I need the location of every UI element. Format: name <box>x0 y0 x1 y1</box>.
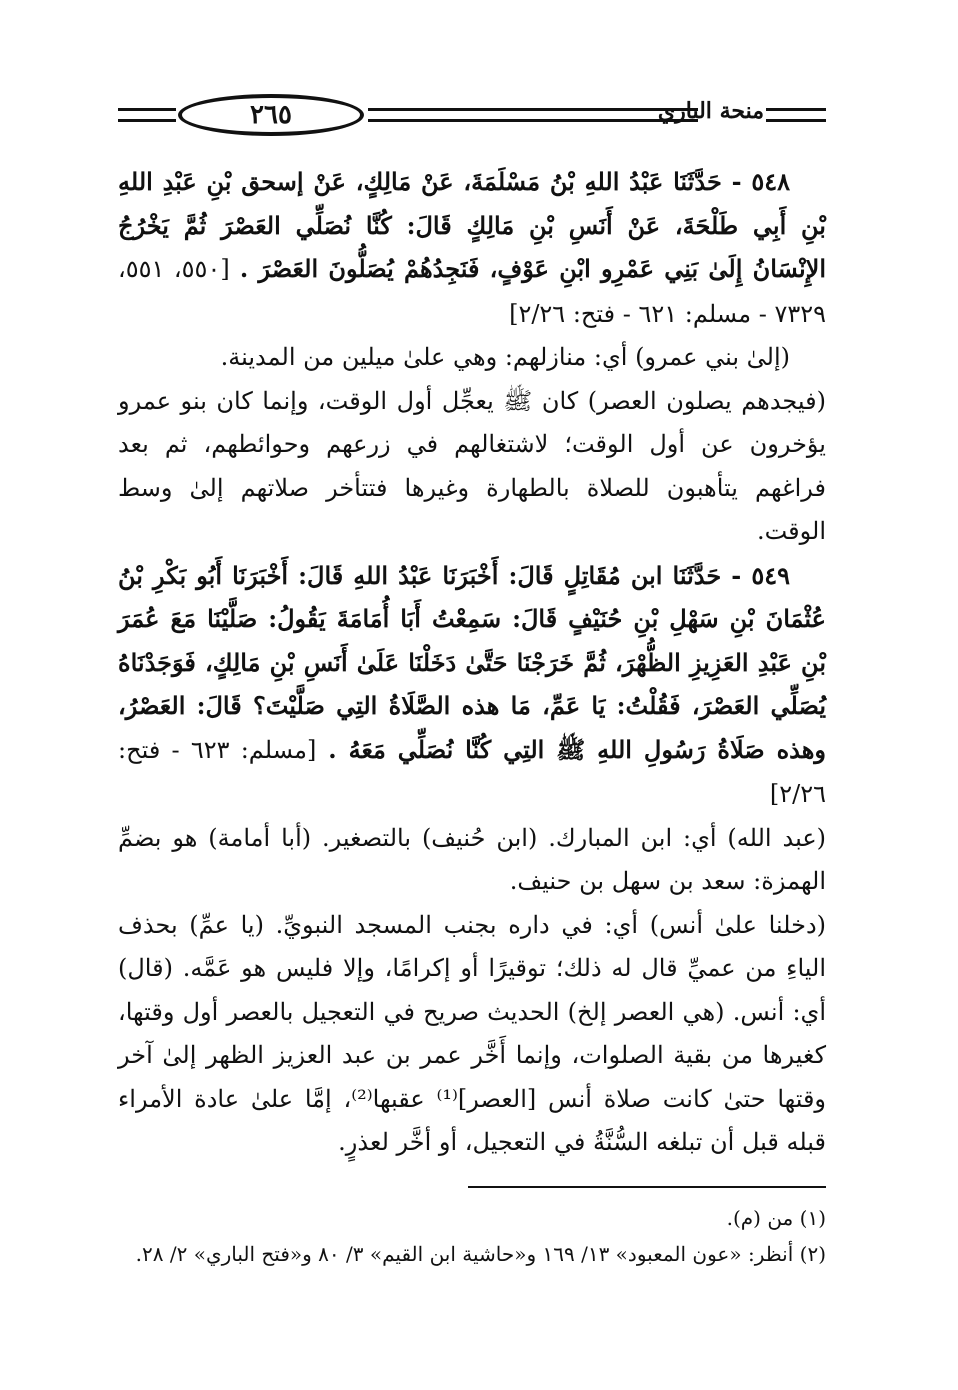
footnote-2: (٢) أنظر: «عون المعبود» ١٣/ ١٦٩ و«حاشية ابن القيم» ٣/ ٨٠ و«فتح الباري» ٢/ ٢٨. <box>135 1242 826 1266</box>
hadith-549-text: ٥٤٩ - حَدَّثَنَا ابن مُقَاتِلٍ قَالَ: أَخْبَرَنَا عَبْدُ اللهِ قَالَ: أَخْبَرَنَا أَبُو بَكْرِ بْنُ عُثْمَانَ بْنِ سَهْلِ بْنِ حُنَيْفٍ قَالَ: سَمِعْتُ أَبَا أُمَامَةَ يَقُولُ: صَلَّيْنَا مَعَ عُمَرَ بْنِ عَبْدِ العَزِيزِ الظُّهْرَ، ثُمَّ خَرَجْنَا حَتَّىٰ دَخَلْنَا عَلَىٰ أَنَسِ بْنِ مَالِكٍ، فَوَجَدْنَاهُ يُصَلِّي العَصْرَ، فَقُلْتُ: يَا عَمِّ، مَا هذه الصَّلَاةُ التِي صَلَّيْتَ؟ قَالَ: العَصْرُ، وهذه صَلَاةُ رَسُولِ اللهِ ﷺ التِي كُنَّا نُصَلِّي مَعَهُ . <box>118 560 826 764</box>
hadith-548-reference: [٥٥٠، ٥٥١، ٧٣٢٩ - مسلم: ٦٢١ - فتح: ٢/٢٦] <box>118 255 826 328</box>
header-rule-middle <box>368 108 698 122</box>
header-rule-left <box>118 108 176 122</box>
book-title: منحة الباري <box>657 98 764 124</box>
hadith-549 <box>118 554 826 817</box>
commentary-548-paragraph: (إلىٰ بني عمرو) أي: منازلهم: وهي علىٰ ميلين من المدينة. <box>220 343 790 371</box>
hadith-548-text: ٥٤٨ - حَدَّثَنَا عَبْدُ اللهِ بْنُ مَسْلَمَةَ، عَنْ مَالِكٍ، عَنْ إسحق بْنِ عَبْدِ اللهِ بْنِ أَبِي طَلْحَةَ، عَنْ أَنَسِ بْنِ مَالِكٍ قَالَ: كُنَّا نُصَلِّي العَصْرَ ثُمَّ يَخْرُجُ الإِنْسَانُ إِلَىٰ بَنِي عَمْرِو ابْنِ عَوْفٍ، فَنَجِدُهُمْ يُصَلُّونَ العَصْرَ . <box>118 167 826 283</box>
commentary-548-paragraph: (فيجدهم يصلون العصر) كان ﷺ يعجِّل أول الوقت، وإنما كان بنو عمرو يؤخرون عن أول الوقت؛ لاشتغالهم في زرعهم وحوائطهم، ثم بعد فراغهم يتأهبون للصلاة بالطهارة وغيرها فتتأخر صلاتهم إلىٰ وسط الوقت. <box>118 386 826 545</box>
footnote-1: (١) من (م). <box>726 1206 826 1230</box>
footnote-separator <box>468 1186 826 1188</box>
commentary-549-paragraph: (عبد الله) أي: ابن المبارك. (ابن حُنيف) بالتصغير. (أبا أمامة) هو بضمِّ الهمزة: سعد بن سهل بن حنيف. <box>118 823 826 895</box>
hadith-548 <box>118 160 826 336</box>
header-rule-right <box>766 108 826 122</box>
hadith-549-reference: [مسلم: ٦٢٣ - فتح: ٢/٢٦] <box>118 735 826 808</box>
page-number: ٢٦٥ <box>178 94 364 136</box>
main-text <box>118 160 826 1165</box>
page-header <box>118 92 826 142</box>
footnotes <box>110 1200 826 1272</box>
commentary-549-paragraph: (دخلنا علىٰ أنس) أي: في داره بجنب المسجد النبويِّ. (يا عمِّ) بحذف الياءِ من عميِّ قال له ذلك؛ توقيرًا أو إكرامًا، وإلا فليس هو عَمَّه. (قال) أي: أنس. (هي العصر إلخ) الحديث صريح في التعجيل بالعصر أول وقتها، كغيرها من بقية الصلوات، وإنما أَخَّر عمر بن عبد العزيز الظهر إلىٰ آخر وقتها حتىٰ كانت صلاة أنس [العصر]⁽¹⁾ عقبها⁽²⁾، إمَّا علىٰ عادة الأمراء قبله قبل أن تبلغه السُّنَّةُ في التعجيل، أو أخَّر لعذرٍ. <box>118 910 827 1156</box>
